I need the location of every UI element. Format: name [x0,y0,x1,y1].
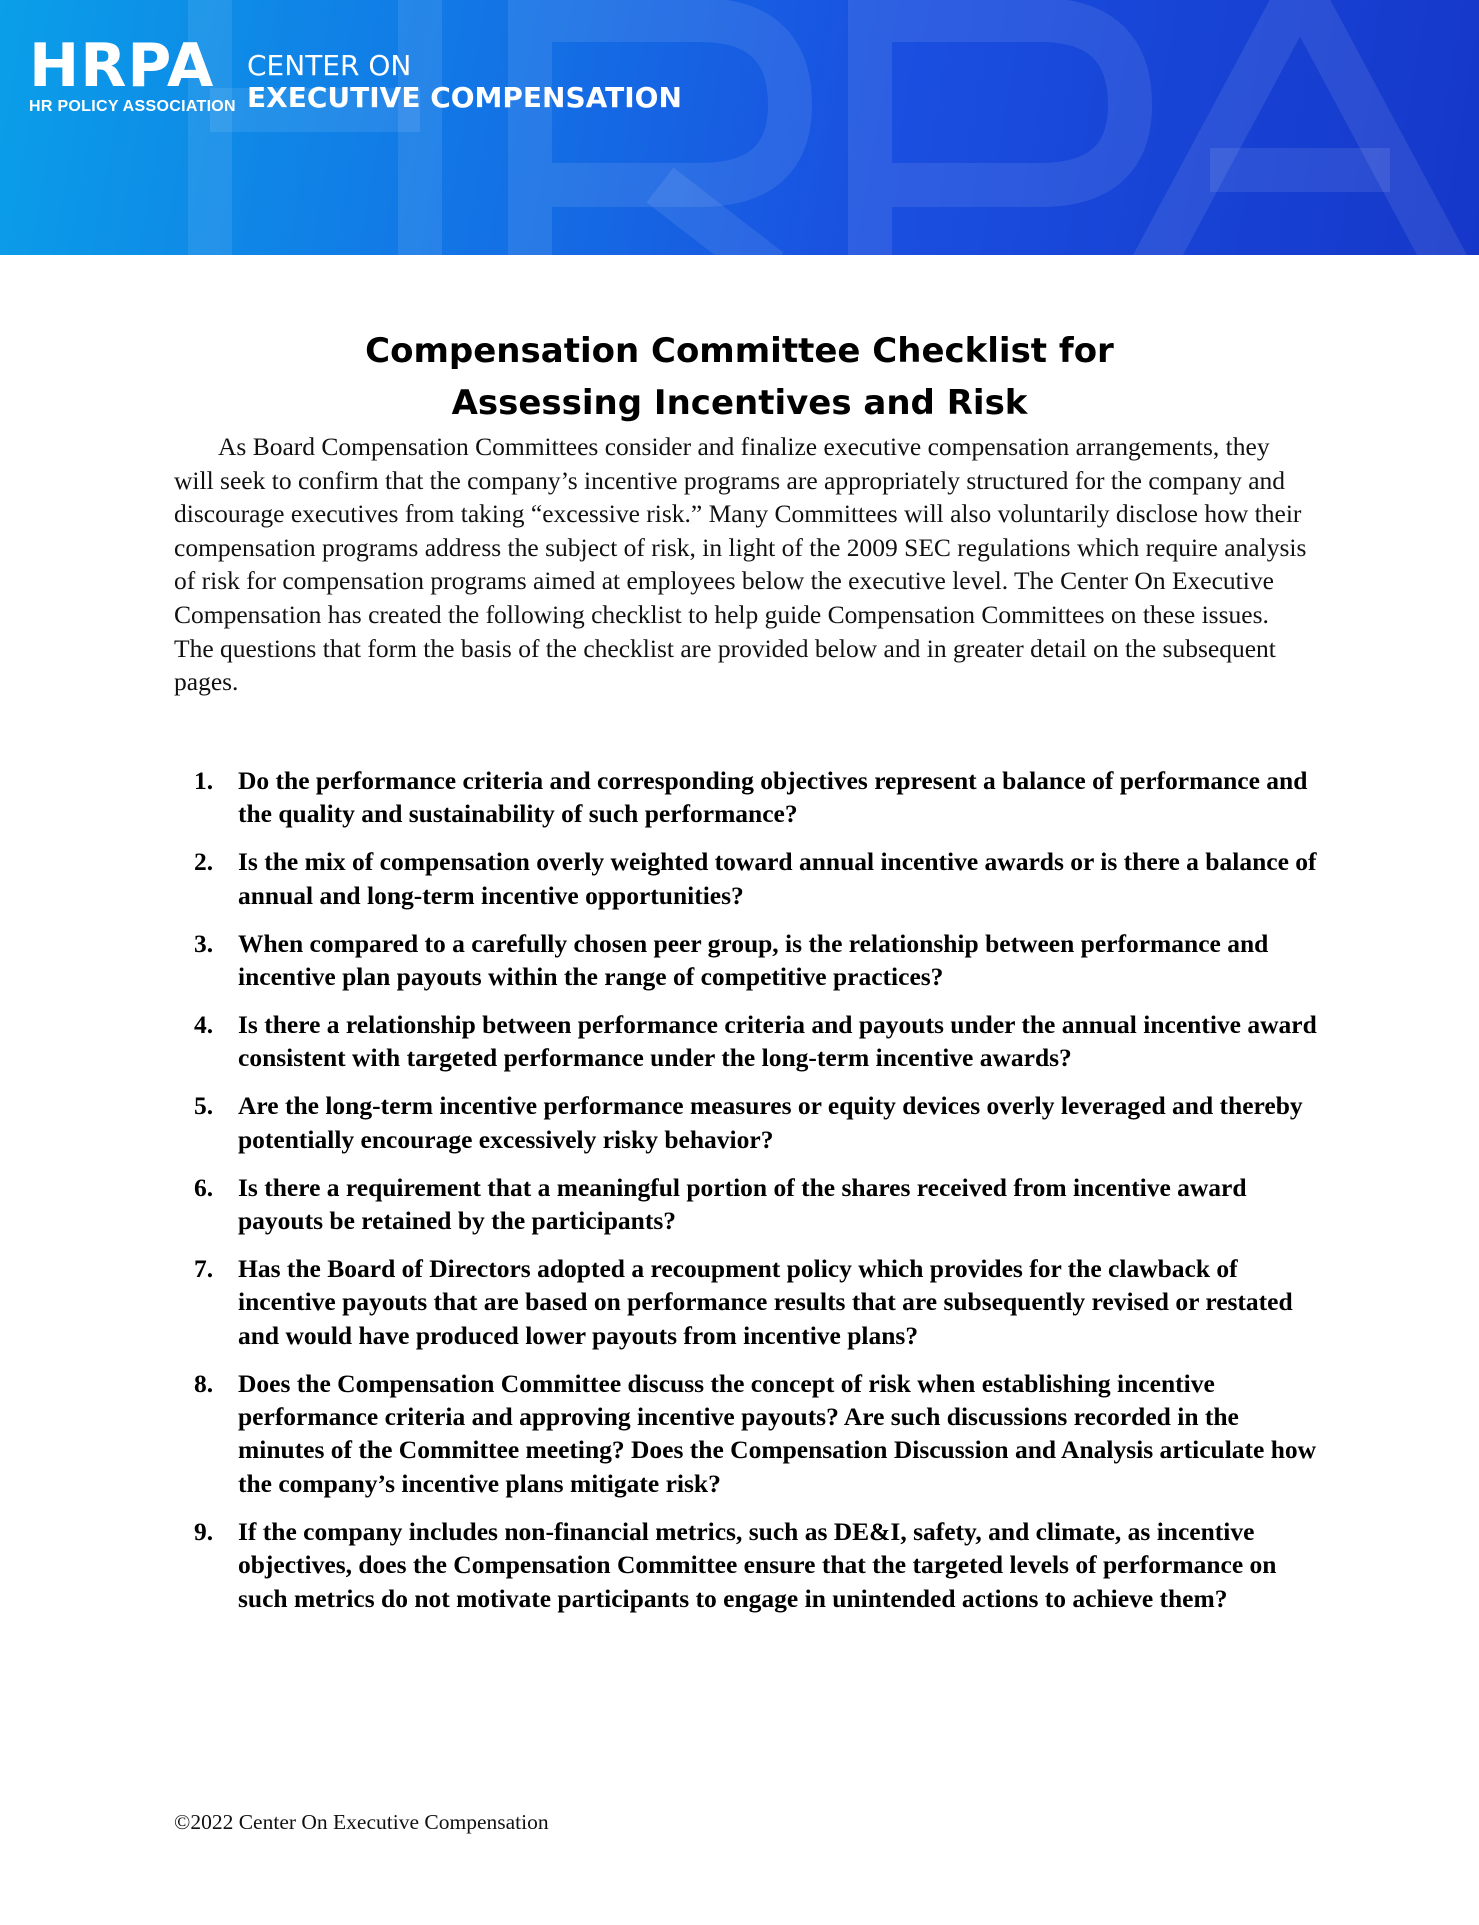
checklist-item-text: Does the Compensation Committee discuss the concept of risk when establishing incentive performance criteria and approving incentive payouts? Are such discussions recorded in the minutes of the Committee meeting? Does the Compensation Discussion and Analysis articulate how the company’s incentive plans mitigate risk? [238,1368,1317,1498]
center-name-line1: CENTER ON [247,49,412,82]
page-title-line1: Compensation Committee Checklist for [365,330,1114,371]
checklist-item-number: 2. [194,847,214,877]
checklist-item-number: 9. [194,1516,214,1546]
checklist [194,764,1319,1629]
checklist-item-text: Do the performance criteria and corresponding objectives represent a balance of performance and the quality and sustainability of such performance? [238,766,1308,829]
checklist-item-text: When compared to a carefully chosen peer group, is the relationship between performance and incentive plan payouts within the range of competitive practices? [238,928,1269,992]
checklist-item-text: If the company includes non-financial metrics, such as DE&I, safety, and climate, as incentive objectives, does the Compensation Committee ensure that the targeted levels of performance on such metrics do not motivate participants to engage in unintended actions to achieve them? [238,1516,1277,1613]
checklist-item-number: 5. [194,1091,214,1121]
logo-mark: HRPA [29,31,215,101]
checklist-item [194,1008,1319,1075]
checklist-item-number: 3. [194,928,214,958]
copyright-footer: ©2022 Center On Executive Compensation [174,1810,549,1834]
logo-subtitle: HR POLICY ASSOCIATION [29,98,236,115]
checklist-item-number: 1. [194,766,214,795]
checklist-item-number: 7. [194,1253,214,1283]
page-title-line2: Assessing Incentives and Risk [451,382,1028,423]
checklist-item [194,764,1319,831]
checklist-item [194,927,1319,994]
checklist-item [194,1367,1319,1501]
checklist-item [194,1515,1319,1615]
intro-paragraph: As Board Compensation Committees consider and finalize executive compensation arrangements, they will seek to confirm that the company’s incentive programs are appropriately structured for the company and discourage executives from taking “excessive risk.” Many Committees will also voluntarily disclose how their compensation programs address the subject of risk, in light of the 2009 SEC regulations which require analysis of risk for compensation programs aimed at employees below the executive level. The Center On Executive Compensation has created the following checklist to help guide Compensation Committees on these issues. The questions that form the basis of the checklist are provided below and in greater detail on the subsequent pages. [174,432,1307,697]
checklist-item [194,845,1319,912]
center-name [247,50,682,114]
center-name-line2: EXECUTIVE COMPENSATION [247,81,682,114]
checklist-item-number: 6. [194,1172,214,1202]
checklist-item [194,1252,1319,1352]
header-banner [0,0,1479,255]
checklist-item [194,1089,1319,1156]
checklist-item-text: Are the long-term incentive performance measures or equity devices overly leveraged and thereby potentially encourage excessively risky behavior? [238,1091,1303,1154]
checklist-item-text: Is there a requirement that a meaningful portion of the shares received from incentive award payouts be retained by the participants? [238,1172,1247,1235]
checklist-item-text: Has the Board of Directors adopted a recoupment policy which provides for the clawback of incentive payouts that are based on performance results that are subsequently revised or restated and would have produced lower payouts from incentive plans? [238,1253,1293,1350]
checklist-item-text: Is there a relationship between performance criteria and payouts under the annual incentive award consistent with targeted performance under the long-term incentive awards? [238,1009,1317,1073]
page-title [0,325,1479,429]
checklist-item-number: 4. [194,1009,214,1039]
checklist-item-text: Is the mix of compensation overly weighted toward annual incentive awards or is there a balance of annual and long-term incentive opportunities? [238,847,1317,910]
checklist-item [194,1171,1319,1238]
checklist-item-number: 8. [194,1368,214,1398]
hrpa-logo [29,31,236,116]
